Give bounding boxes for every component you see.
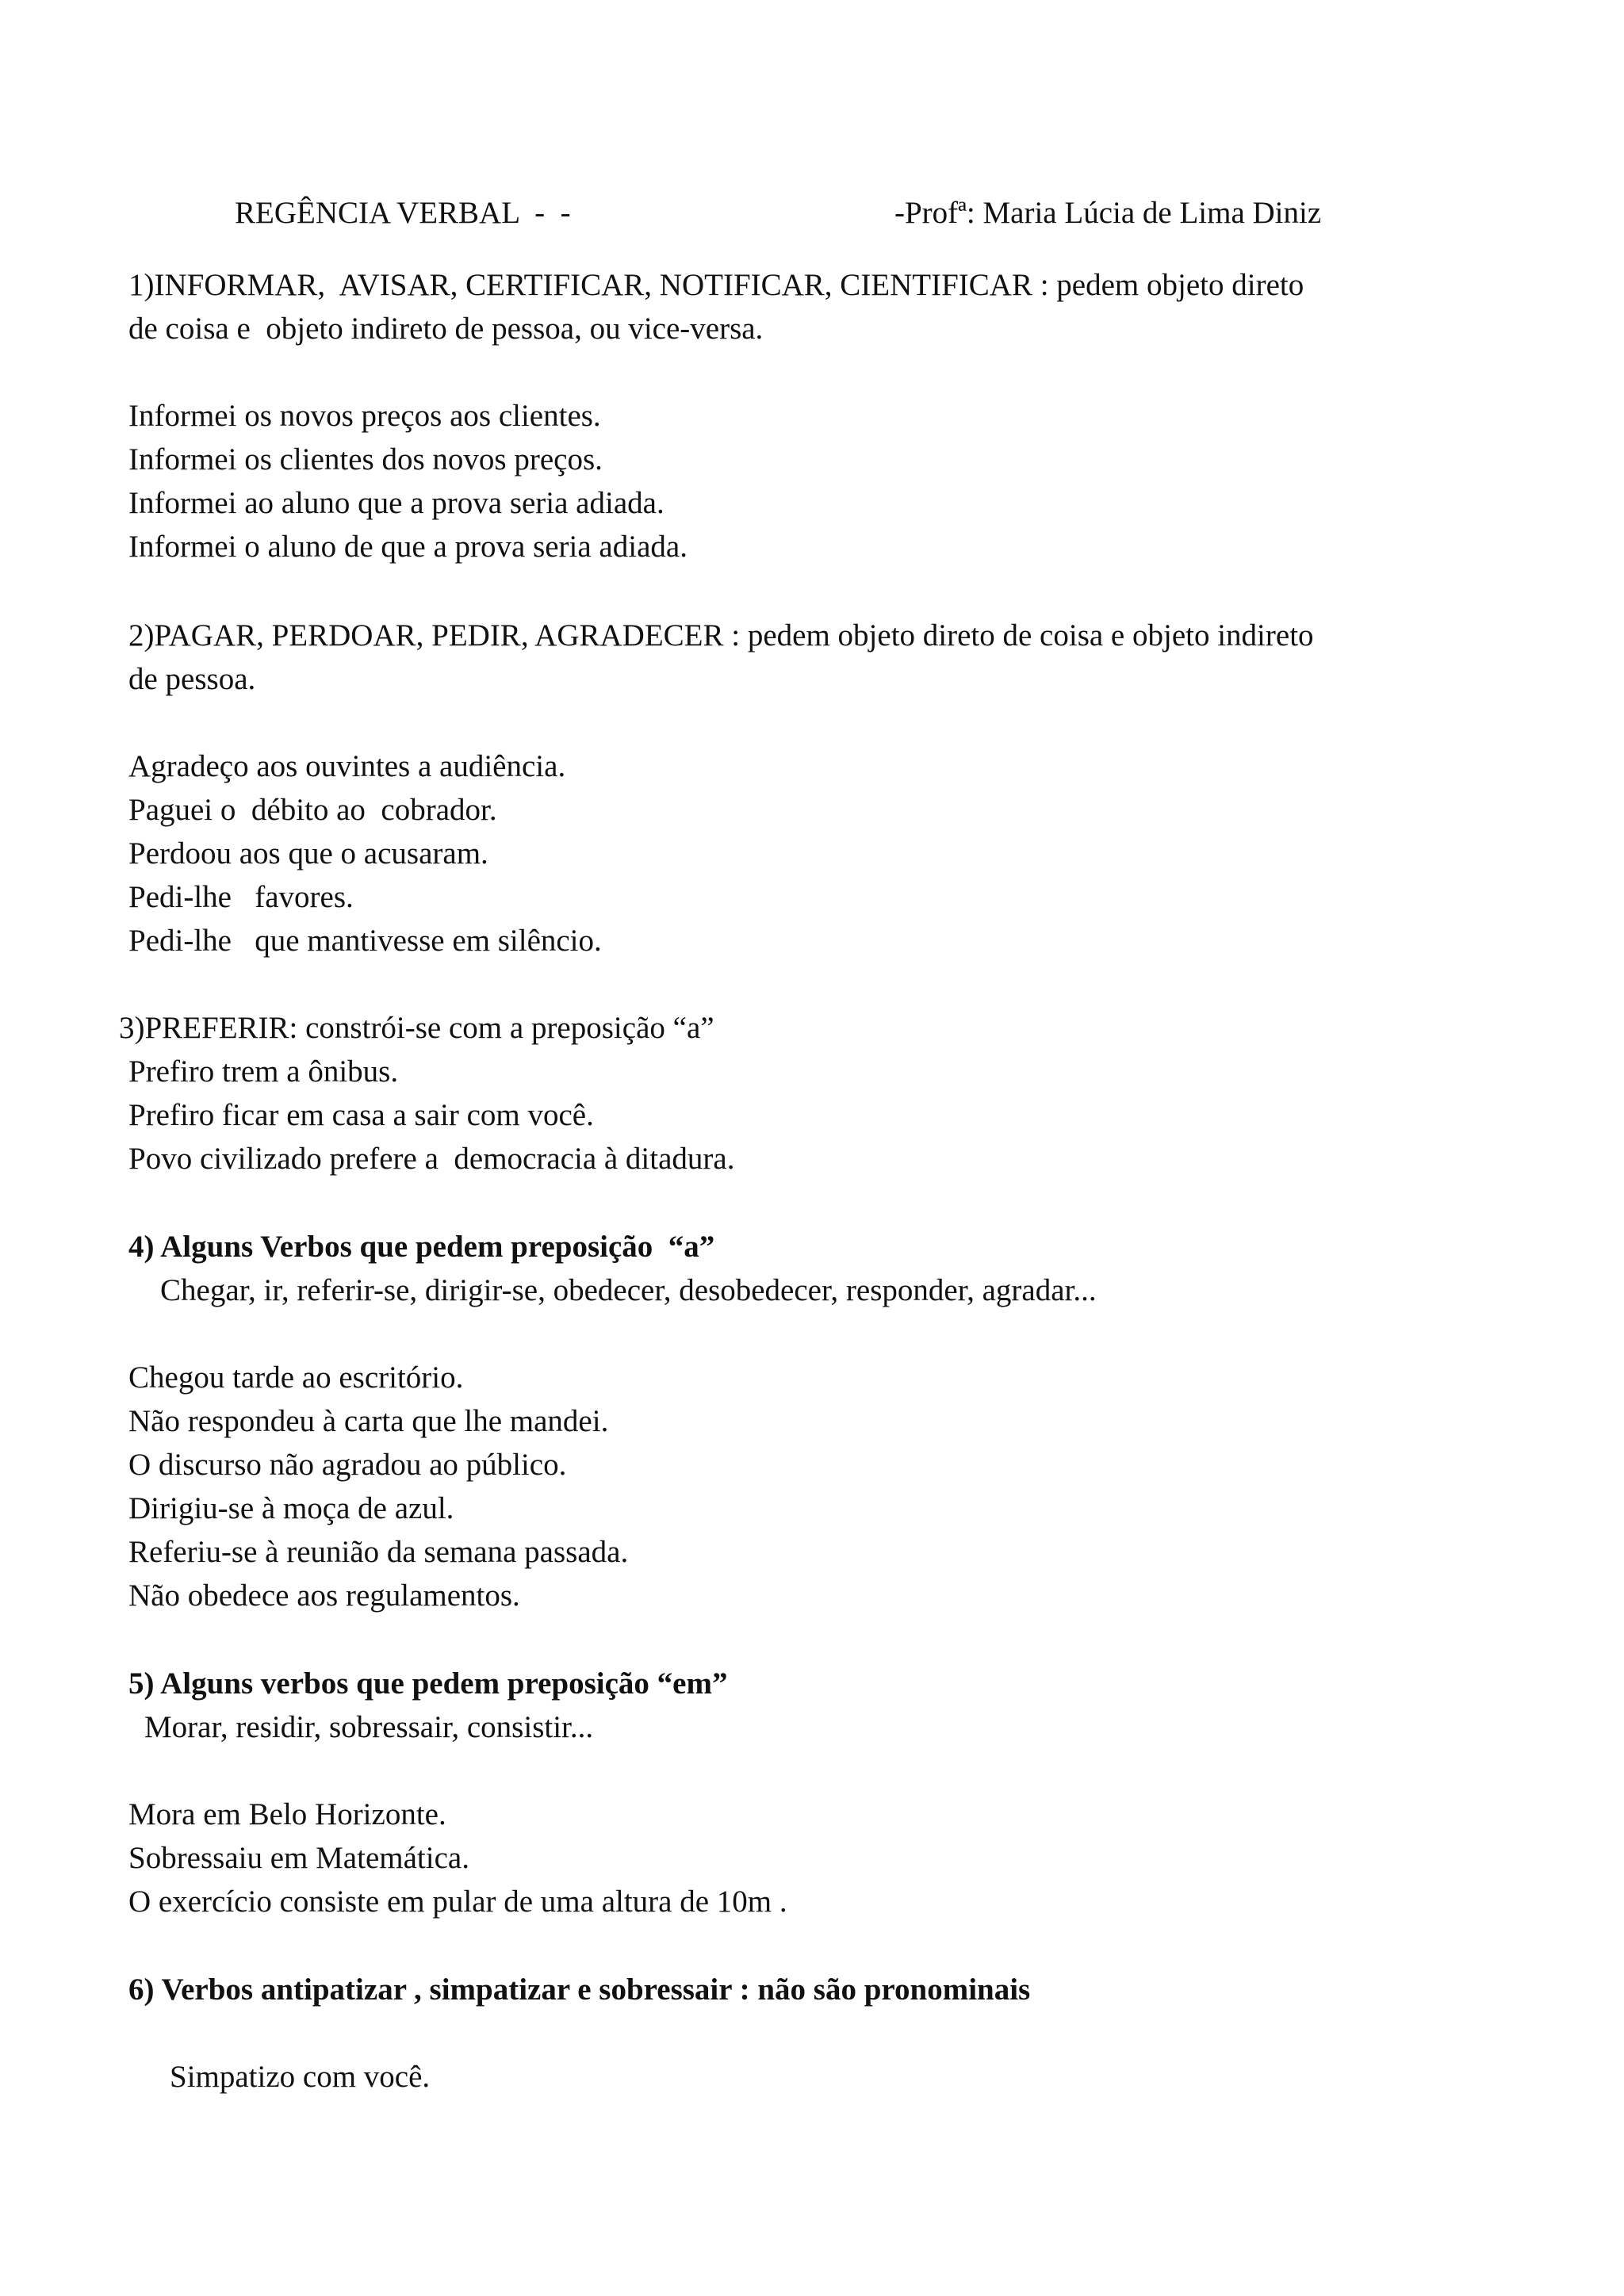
section4-heading: 4) Alguns Verbos que pedem preposição “a”	[128, 1230, 715, 1264]
section3-heading: 3)PREFERIR: constrói-se com a preposição “a”	[119, 1011, 714, 1045]
section4-example: O discurso não agradou ao público.	[128, 1448, 567, 1482]
section5-example: Mora em Belo Horizonte.	[128, 1797, 446, 1831]
section5-example: Sobressaiu em Matemática.	[128, 1841, 469, 1875]
section1-example: Informei o aluno de que a prova seria adiada.	[128, 530, 688, 564]
section4-example: Não respondeu à carta que lhe mandei.	[128, 1404, 609, 1438]
section4-example: Não obedece aos regulamentos.	[128, 1578, 520, 1613]
section1-example: Informei os clientes dos novos preços.	[128, 442, 603, 476]
section1-heading-line1: 1)INFORMAR, AVISAR, CERTIFICAR, NOTIFICAR, CIENTIFICAR : pedem objeto direto	[128, 268, 1304, 302]
section4-verbs: Chegar, ir, referir-se, dirigir-se, obedecer, desobedecer, responder, agradar...	[160, 1273, 1097, 1307]
section2-heading-line1: 2)PAGAR, PERDOAR, PEDIR, AGRADECER : pedem objeto direto de coisa e objeto indireto	[128, 618, 1314, 652]
section5-heading: 5) Alguns verbos que pedem preposição “em”	[128, 1667, 728, 1701]
section5-example: O exercício consiste em pular de uma altura de 10m .	[128, 1885, 787, 1919]
section6-heading: 6) Verbos antipatizar , simpatizar e sobressair : não são pronominais	[128, 1973, 1031, 2007]
section4-example: Dirigiu-se à moça de azul.	[128, 1491, 454, 1525]
section6-example: Simpatizo com você.	[170, 2060, 431, 2094]
section2-example: Perdoou aos que o acusaram.	[128, 836, 488, 871]
section3-example: Prefiro trem a ônibus.	[128, 1054, 399, 1089]
author-line: -Profª: Maria Lúcia de Lima Diniz	[894, 196, 1322, 230]
section1-example: Informei ao aluno que a prova seria adiada.	[128, 486, 665, 520]
section3-example: Povo civilizado prefere a democracia à ditadura.	[128, 1142, 735, 1176]
section2-example: Pedi-lhe favores.	[128, 880, 354, 914]
section2-example: Agradeço aos ouvintes a audiência.	[128, 749, 566, 783]
section2-example: Pedi-lhe que mantivesse em silêncio.	[128, 924, 602, 958]
section4-example: Chegou tarde ao escritório.	[128, 1360, 464, 1395]
section1-example: Informei os novos preços aos clientes.	[128, 399, 601, 433]
section4-example: Referiu-se à reunião da semana passada.	[128, 1535, 629, 1569]
section5-verbs: Morar, residir, sobressair, consistir...	[144, 1710, 594, 1744]
section2-heading-line2: de pessoa.	[128, 662, 256, 696]
section1-heading-line2: de coisa e objeto indireto de pessoa, ou vice-versa.	[128, 312, 764, 346]
document-title: REGÊNCIA VERBAL - -	[235, 196, 571, 230]
section2-example: Paguei o débito ao cobrador.	[128, 793, 497, 827]
section3-example: Prefiro ficar em casa a sair com você.	[128, 1098, 594, 1132]
